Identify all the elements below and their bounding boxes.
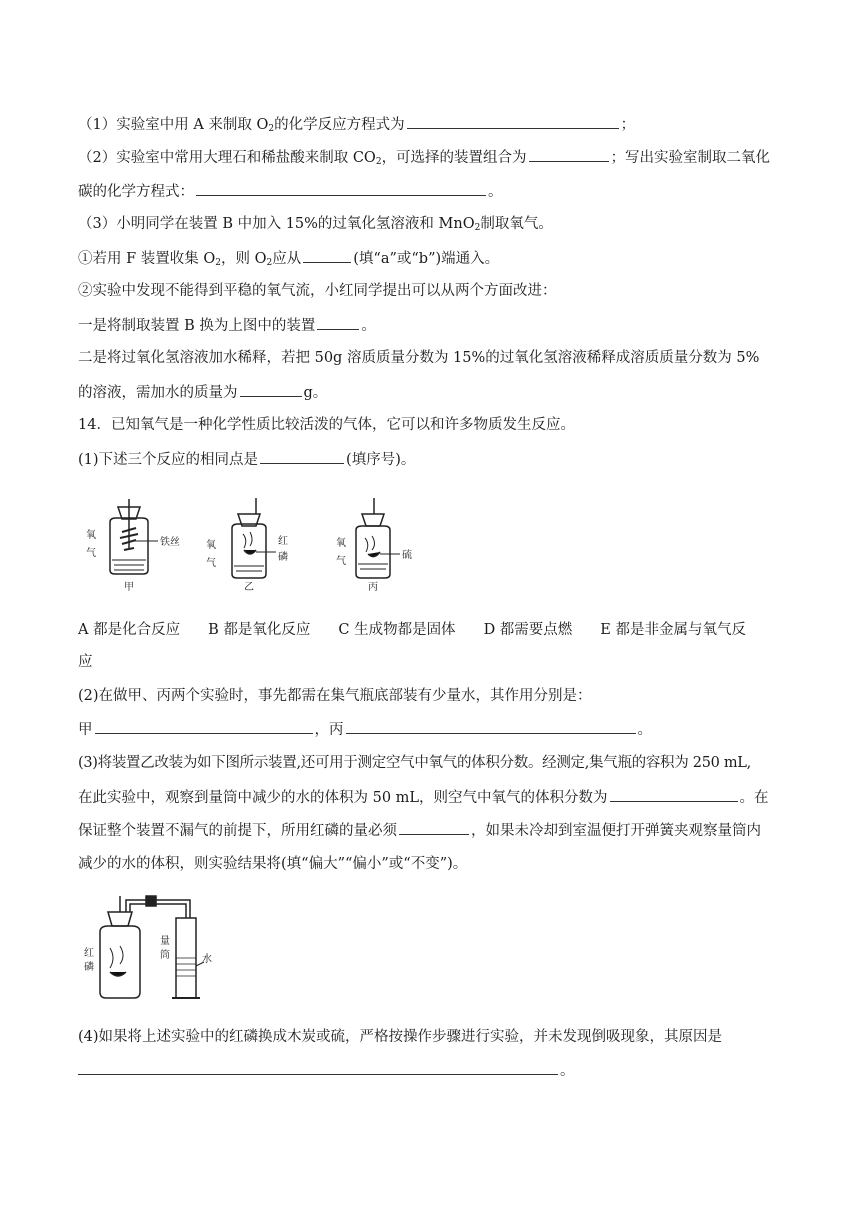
q14-part3-l4 <box>78 854 467 874</box>
option-e[interactable]: E 都是非金属与氧气反 <box>600 622 746 638</box>
answer-blank[interactable] <box>529 147 609 162</box>
q14-part1 <box>78 449 415 470</box>
q13-s5 <box>78 382 327 403</box>
label-bing: ，丙 <box>314 722 344 738</box>
label-bing: 丙 <box>368 582 378 593</box>
label-jia: 甲 <box>78 722 93 738</box>
answer-blank[interactable] <box>260 449 344 464</box>
answer-blank-bing[interactable] <box>346 719 636 734</box>
q14-p4-text: (4)如果将上述实验中的红磷换成木炭或硫，严格按操作步骤进行实验，并未发现倒吸现象，其原因是 <box>78 1029 723 1045</box>
option-b[interactable]: B 都是氧化反应 <box>208 622 311 638</box>
q14-p3-line2-post: 。在 <box>739 790 769 806</box>
q13-p1-text2: 的化学反应方程式为 <box>274 117 405 133</box>
punct: 。 <box>637 722 652 738</box>
punct: 。 <box>560 1063 575 1079</box>
q14-p3-line3-post: ，如果未冷却到室温便打开弹簧夹观察量筒内 <box>471 823 761 839</box>
q13-part1 <box>78 114 635 139</box>
q13-p2-mid: ，可选择的装置组合为 <box>381 150 527 166</box>
label-water: 水 <box>202 954 212 965</box>
q13-p2-post: ；写出实验室制取二氧化 <box>610 150 771 166</box>
q13-s1-pre: ①若用 F 装置收集 O <box>78 251 216 267</box>
q13-s2-text: ②实验中发现不能得到平稳的氧气流，小红同学提出可以从两个方面改进： <box>78 283 557 299</box>
q13-s3 <box>78 315 376 336</box>
subscript: 2 <box>474 223 481 233</box>
answer-blank[interactable] <box>240 382 302 397</box>
q14-part2-answer <box>78 719 652 740</box>
q13-s1-mid2: 应从 <box>272 251 302 267</box>
q13-s3-text: 一是将制取装置 B 换为上图中的装置 <box>78 318 316 334</box>
q13-s2 <box>78 281 557 301</box>
oxygen-measurement-apparatus <box>80 888 220 1004</box>
q13-s1 <box>78 248 499 273</box>
q14-options-wrap <box>78 652 93 672</box>
q14-options <box>78 620 746 640</box>
q13-s4 <box>78 348 759 368</box>
label-sulfur: 硫 <box>402 550 412 561</box>
option-e-wrap: 应 <box>78 654 93 670</box>
q13-part2-line2 <box>78 181 503 202</box>
answer-blank-jia[interactable] <box>95 719 313 734</box>
label-oxygen: 氧 <box>86 530 96 541</box>
q14-part3-l3 <box>78 820 761 841</box>
q13-p3-text: （3）小明同学在装置 B 中加入 15%的过氧化氢溶液和 MnO <box>78 216 475 232</box>
punct: 。 <box>488 184 503 200</box>
q13-p2-l2: 碳的化学方程式： <box>78 184 194 200</box>
label-phosphorus: 磷 <box>84 962 94 973</box>
q14-part4 <box>78 1027 722 1047</box>
subscript: 2 <box>268 124 275 134</box>
label-gas: 气 <box>206 558 216 569</box>
q14-title <box>78 415 575 435</box>
reaction-bottles-figure <box>78 494 428 598</box>
q13-p1-text: （1）实验室中用 A 来制取 O <box>78 117 269 133</box>
answer-blank[interactable] <box>317 315 359 330</box>
q13-s1-post: (填“a”或“b”)端通入。 <box>353 251 500 267</box>
q14-p2-text: (2)在做甲、丙两个实验时，事先都需在集气瓶底部装有少量水，其作用分别是： <box>78 688 592 704</box>
q14-part3-l1 <box>78 753 751 773</box>
question-title: 14．已知氧气是一种化学性质比较活泼的气体，它可以和许多物质发生反应。 <box>78 417 575 433</box>
q14-p3-line4: 减少的水的体积，则实验结果将(填“偏大”“偏小”或“不变”)。 <box>78 856 468 872</box>
q14-p3-line2: 在此实验中，观察到量筒中减少的水的体积为 50 mL，则空气中氧气的体积分数为 <box>78 790 608 806</box>
q13-p2-text: （2）实验室中常用大理石和稀盐酸来制取 CO <box>78 150 376 166</box>
label-gas: 气 <box>336 556 346 567</box>
q13-s4-text: 二是将过氧化氢溶液加水稀释，若把 50g 溶质质量分数为 15%的过氧化氢溶液稀释成溶质质量分数为 5% <box>78 350 760 366</box>
label-red: 红 <box>278 536 288 547</box>
q14-p3-line3: 保证整个装置不漏气的前提下，所用红磷的量必须 <box>78 823 397 839</box>
answer-blank[interactable] <box>610 787 738 802</box>
q14-part2 <box>78 686 592 706</box>
q14-p1-text: (1)下述三个反应的相同点是 <box>78 452 259 468</box>
answer-blank[interactable] <box>196 181 486 196</box>
q14-part3-l2 <box>78 787 769 808</box>
punct: g。 <box>303 385 328 401</box>
label-red: 红 <box>84 948 94 959</box>
label-yi: 乙 <box>244 582 254 593</box>
label-measuring: 量 <box>160 936 170 947</box>
q14-p3-line1: (3)将装置乙改装为如下图所示装置,还可用于测定空气中氧气的体积分数。经测定,集气瓶的容积为 250 mL, <box>78 755 751 771</box>
label-oxygen: 氧 <box>336 538 346 549</box>
label-cylinder: 筒 <box>160 950 170 961</box>
subscript: 2 <box>375 157 382 167</box>
label-gas: 气 <box>86 548 96 559</box>
answer-blank[interactable] <box>407 114 619 129</box>
q14-p1-post: (填序号)。 <box>346 452 416 468</box>
subscript: 2 <box>266 258 273 268</box>
option-d[interactable]: D 都需要点燃 <box>483 622 573 638</box>
q13-part3 <box>78 214 553 238</box>
q13-p3-post: 制取氧气。 <box>480 216 553 232</box>
answer-blank[interactable] <box>399 820 469 835</box>
q14-part4-answer <box>78 1060 575 1081</box>
q13-s1-mid: ，则 O <box>221 251 267 267</box>
bottle-yi <box>232 498 276 578</box>
q13-s5-text: 的溶液，需加水的质量为 <box>78 385 238 401</box>
label-oxygen: 氧 <box>206 540 216 551</box>
answer-blank[interactable] <box>303 248 351 263</box>
q13-part2 <box>78 147 770 172</box>
answer-blank[interactable] <box>78 1060 558 1075</box>
option-a[interactable]: A 都是化合反应 <box>78 622 181 638</box>
label-jia: 甲 <box>124 582 134 593</box>
punct: ； <box>620 117 636 133</box>
punct: 。 <box>361 318 376 334</box>
subscript: 2 <box>215 258 222 268</box>
bottle-jia <box>110 499 158 574</box>
label-phosphorus: 磷 <box>278 552 288 563</box>
bottle-bing <box>356 498 400 578</box>
option-c[interactable]: C 生成物都是固体 <box>338 622 456 638</box>
label-iron-wire: 铁丝 <box>160 537 180 548</box>
